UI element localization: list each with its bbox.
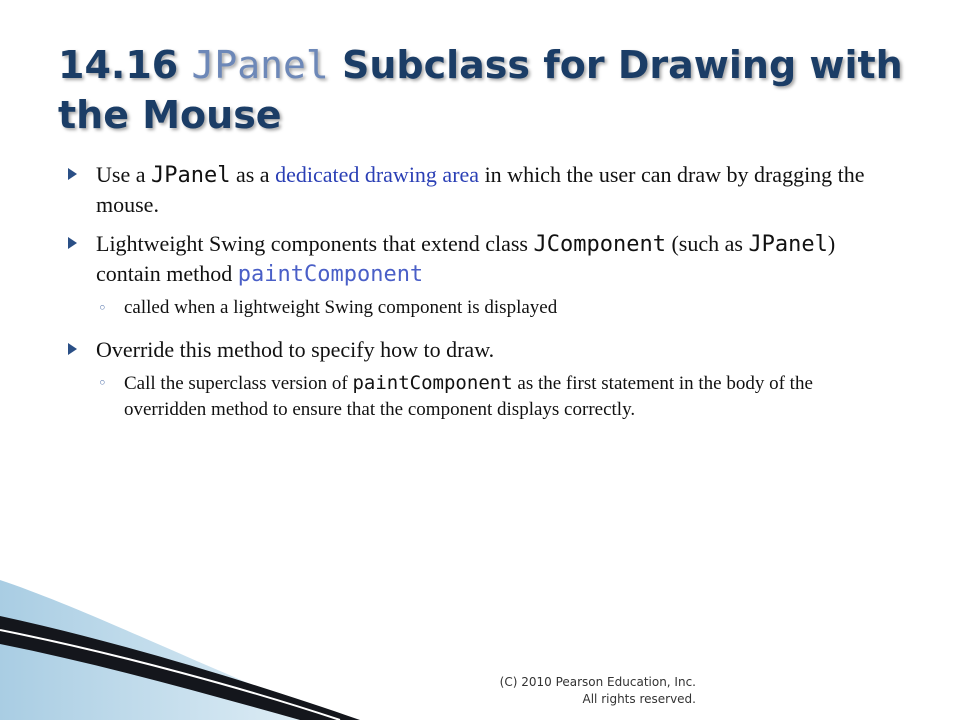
slide-body	[68, 160, 888, 437]
bullet-2-text-1: Lightweight Swing components that extend class	[96, 231, 534, 256]
bullet-1-code: JPanel	[150, 163, 231, 188]
sub-bullet-2-text-1: Call the superclass version of	[124, 373, 353, 394]
sub-bullet-2	[68, 370, 888, 423]
bullet-arrow-icon	[68, 343, 77, 355]
bullet-2-text-3: ) contain method	[96, 231, 836, 286]
bullet-3-text: Override this method to specify how to draw.	[96, 337, 495, 362]
slide-title	[58, 40, 938, 140]
bullet-1-text-2: as a	[230, 162, 276, 187]
title-code: JPanel	[191, 43, 329, 87]
bullet-arrow-icon	[68, 168, 77, 180]
copyright-footer	[468, 674, 696, 708]
bullet-1-text-1: Use a	[96, 162, 151, 187]
sub-bullet-1	[68, 295, 888, 321]
bullet-1-highlight: dedicated drawing area	[275, 162, 480, 187]
bullet-3	[68, 335, 888, 364]
bullet-2-text-2: (such as	[665, 231, 749, 256]
bullet-2	[68, 229, 888, 289]
sub-bullet-circle-icon: ◦	[98, 299, 107, 317]
footer-line-1: (C) 2010 Pearson Education, Inc.	[499, 675, 696, 689]
sub-bullet-2-text-2: as the first statement in the body of the overridden method to ensure that the component displays correctly.	[124, 373, 813, 420]
title-suffix: Subclass for Drawing with the Mouse	[58, 43, 903, 137]
bullet-2-code-2: JPanel	[748, 232, 828, 257]
title-prefix: 14.16	[58, 43, 192, 87]
bullet-2-code-3: paintComponent	[237, 262, 424, 287]
bullet-1-text-3: in which the user can draw by dragging the mouse.	[96, 162, 865, 217]
sub-bullet-1-text: called when a lightweight Swing component is displayed	[124, 297, 558, 318]
bullet-arrow-icon	[68, 237, 77, 249]
bullet-1	[68, 160, 888, 219]
footer-line-2: All rights reserved.	[582, 692, 696, 706]
sub-bullet-circle-icon: ◦	[98, 374, 107, 392]
bullet-2-code-1: JComponent	[533, 232, 666, 257]
sub-bullet-2-code: paintComponent	[352, 372, 513, 394]
